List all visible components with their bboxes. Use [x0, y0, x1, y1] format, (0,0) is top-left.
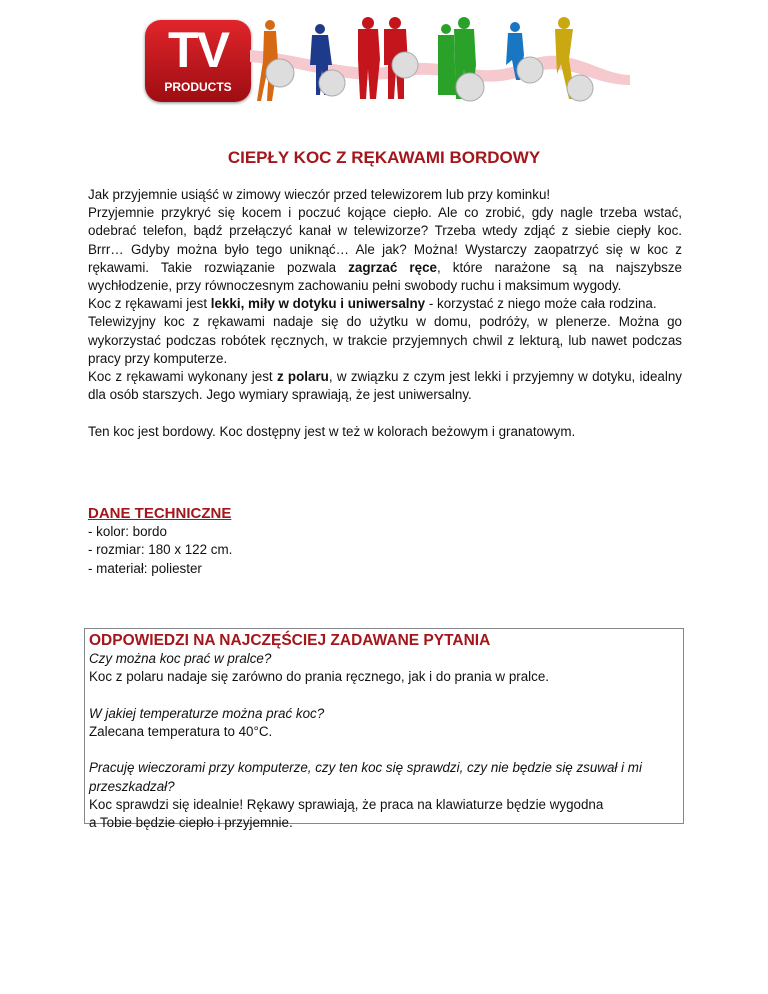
faq-answer: Koc sprawdzi się idealnie! Rękawy sprawiają, że praca na klawiaturze będzie wygodna [89, 796, 604, 812]
technical-data-section [88, 505, 232, 578]
faq-question: Pracuję wieczorami przy komputerze, czy ten koc się sprawdzi, czy nie będzie się zsuwał i mi przeszkadzał? [89, 760, 642, 794]
logo-tv-text: TV [168, 22, 228, 78]
product-description [88, 186, 682, 441]
faq-question: Czy można koc prać w pralce? [89, 651, 272, 667]
text: Przyjemnie przykryć się kocem i poczuć kojące ciepło. Ale co zrobić, gdy nagle trzeba wstać, odebrać telefon, bądź przełączyć kanał w telewizorze? Trzeba wtedy zdjąć z siebie ciepły koc. Brrr… Gdyby można było tego uniknąć… Ale jak? Można! Wystarczy zaopatrzyć się w koc z rękawami. Takie rozwiązanie pozwala [88, 205, 682, 275]
paragraph [88, 295, 682, 313]
text: Koc z rękawami wykonany jest [88, 369, 277, 385]
faq-answer: a Tobie będzie ciepło i przyjemnie. [89, 815, 293, 830]
logo-products-text: PRODUCTS [164, 80, 232, 94]
text: , które narażone są na najszybsze wychłodzenie, przy równoczesnym zachowaniu pełni swobody ruchu i maksimum wygody. [88, 259, 682, 294]
tech-item: - kolor: bordo [88, 524, 167, 540]
faq-box [84, 628, 684, 830]
tech-item: - rozmiar: 180 x 122 cm. [88, 542, 233, 558]
paragraph [88, 204, 682, 295]
tv-products-logo [145, 20, 251, 102]
faq-heading: ODPOWIEDZI NA NAJCZĘŚCIEJ ZADAWANE PYTANIA [89, 632, 491, 649]
paragraph: Jak przyjemnie usiąść w zimowy wieczór przed telewizorem lub przy kominku! [88, 187, 551, 202]
text: Koc z rękawami jest [88, 296, 211, 312]
paragraph [88, 368, 682, 404]
people-silhouettes-banner [250, 15, 630, 110]
faq-answer: Zalecana temperatura to 40°C. [89, 724, 273, 739]
faq-answer: Koc z polaru nadaje się zarówno do prania ręcznego, jak i do prania w pralce. [89, 669, 550, 685]
bold-text: zagrzać ręce [348, 259, 437, 275]
text: - korzystać z niego może cała rodzina. [425, 296, 657, 312]
paragraph: Ten koc jest bordowy. Koc dostępny jest w też w kolorach beżowym i granatowym. [88, 423, 576, 439]
page-title: CIEPŁY KOC Z RĘKAWAMI BORDOWY [227, 148, 541, 167]
section-heading: DANE TECHNICZNE [88, 505, 232, 522]
paragraph: Telewizyjny koc z rękawami nadaje się do użytku w domu, podróży, w plenerze. Można go wykorzystać podczas robótek ręcznych, w trakcie przyjemnych chwil z lekturą, lub nawet podczas pracy przy komputerze. [88, 314, 682, 366]
bold-text: z polaru [276, 369, 329, 385]
bold-text: lekki, miły w dotyku i uniwersalny [210, 296, 426, 312]
tech-item: - materiał: poliester [88, 560, 202, 576]
text: , w związku z czym jest lekki i przyjemny w dotyku, idealny dla osób starszych. Jego wymiary sprawiają, że jest uniwersalny. [88, 369, 682, 403]
faq-question: W jakiej temperaturze można prać koc? [89, 705, 325, 721]
